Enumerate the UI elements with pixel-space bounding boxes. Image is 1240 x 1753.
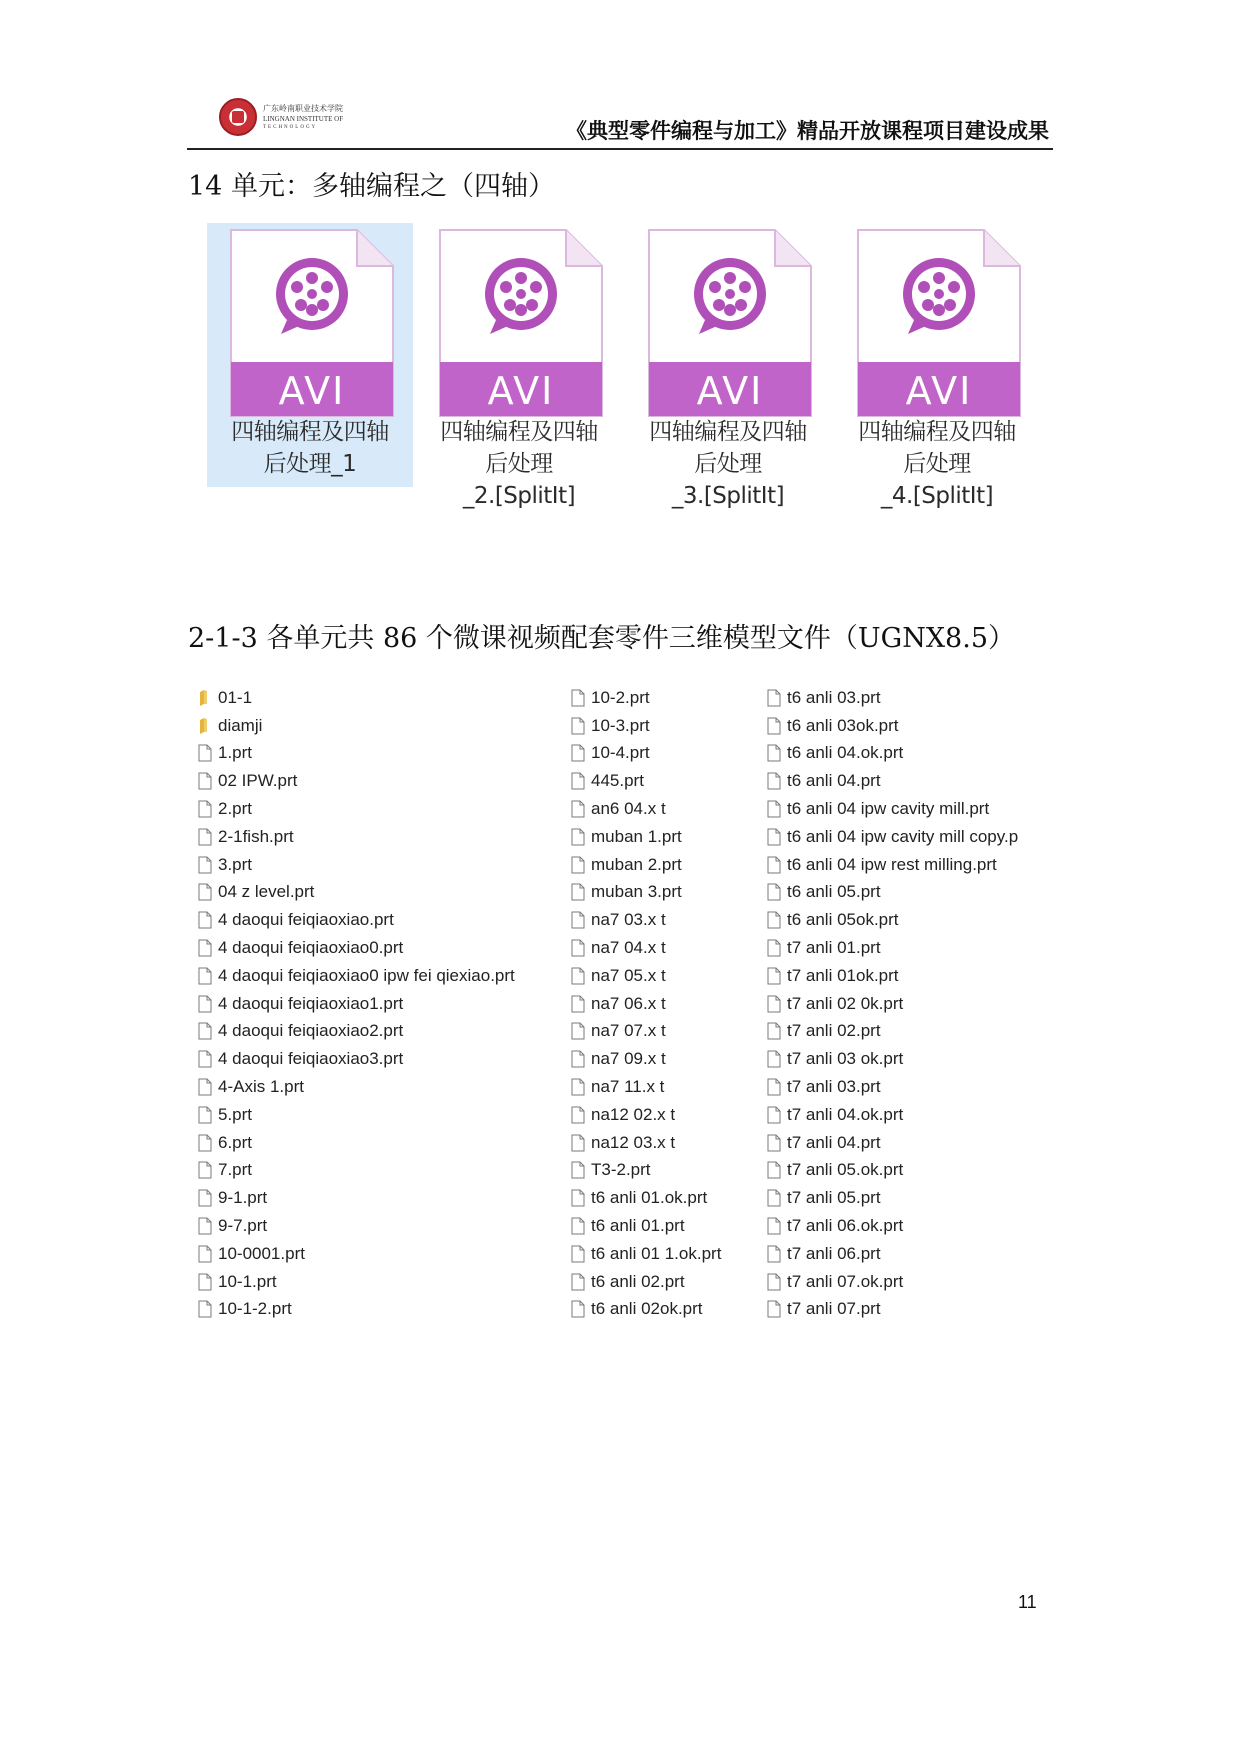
document-icon: [198, 1217, 212, 1235]
document-icon: [767, 1106, 781, 1124]
file-list-item[interactable]: [767, 934, 1018, 962]
document-icon: [198, 911, 212, 929]
file-name: 4 daoqui feiqiaoxiao.prt: [218, 910, 394, 930]
logo-english-name: LINGNAN INSTITUTE OF: [263, 114, 344, 123]
file-name: na7 07.x t: [591, 1021, 666, 1041]
file-name: 9-7.prt: [218, 1216, 268, 1236]
file-list-item[interactable]: [571, 934, 721, 962]
file-name: T3-2.prt: [591, 1160, 651, 1180]
file-name: t6 anli 01.ok.prt: [591, 1188, 708, 1208]
file-name: muban 2.prt: [591, 854, 682, 874]
file-name: 10-0001.prt: [218, 1243, 305, 1263]
file-list-item[interactable]: [767, 1296, 1018, 1324]
file-list-item[interactable]: [198, 1129, 515, 1157]
avi-type-label: AVI: [487, 369, 555, 413]
file-name: na12 03.x t: [591, 1132, 676, 1152]
document-icon: [198, 1300, 212, 1318]
file-list-item[interactable]: [198, 906, 515, 934]
file-name: diamji: [218, 715, 263, 735]
file-list-item[interactable]: [198, 851, 515, 879]
document-icon: [767, 744, 781, 762]
file-list-item[interactable]: [767, 767, 1018, 795]
file-name: 10-1.prt: [218, 1271, 277, 1291]
document-icon: [571, 1134, 585, 1152]
document-icon: [571, 995, 585, 1013]
document-icon: [571, 717, 585, 735]
avi-type-label: AVI: [696, 369, 764, 413]
file-list-item[interactable]: [198, 823, 515, 851]
document-icon: [767, 717, 781, 735]
file-list-item[interactable]: [198, 962, 515, 990]
file-list-item[interactable]: [767, 1073, 1018, 1101]
document-icon: [198, 1050, 212, 1068]
file-name: t6 anli 02ok.prt: [591, 1299, 703, 1319]
file-name: t6 anli 03ok.prt: [787, 715, 899, 735]
file-list-item[interactable]: [571, 1240, 721, 1268]
file-list-item[interactable]: [571, 879, 721, 907]
file-list-item[interactable]: [767, 962, 1018, 990]
file-list-item[interactable]: [571, 1073, 721, 1101]
document-icon: [198, 744, 212, 762]
file-list-item[interactable]: [198, 934, 515, 962]
document-icon: [767, 1273, 781, 1291]
file-list-item[interactable]: [571, 906, 721, 934]
file-list-item[interactable]: [767, 851, 1018, 879]
file-list-item[interactable]: [198, 990, 515, 1018]
file-list-item[interactable]: [198, 1073, 515, 1101]
file-name: 445.prt: [591, 771, 644, 791]
file-list-item[interactable]: [571, 1101, 721, 1129]
file-name: 4 daoqui feiqiaoxiao1.prt: [218, 993, 404, 1013]
file-name: na7 09.x t: [591, 1049, 666, 1069]
file-list-item[interactable]: [571, 1129, 721, 1157]
file-name: na7 04.x t: [591, 938, 666, 958]
file-name: na7 05.x t: [591, 965, 666, 985]
file-list-item[interactable]: [198, 740, 515, 768]
file-list-item[interactable]: [198, 1268, 515, 1296]
document-icon: [571, 828, 585, 846]
document-icon: [767, 772, 781, 790]
file-name: an6 04.x t: [591, 799, 666, 819]
file-name: t6 anli 04.ok.prt: [787, 743, 904, 763]
file-name: 04 z level.prt: [218, 882, 315, 902]
document-icon: [767, 911, 781, 929]
file-name: 4 daoqui feiqiaoxiao3.prt: [218, 1049, 404, 1069]
folder-icon: [198, 717, 212, 735]
file-name: na12 02.x t: [591, 1104, 676, 1124]
file-list-item[interactable]: [571, 684, 721, 712]
file-list-item[interactable]: [767, 1184, 1018, 1212]
document-icon: [571, 883, 585, 901]
document-icon: [198, 1245, 212, 1263]
file-list-column-1: [198, 684, 515, 1323]
file-list-item[interactable]: [198, 1018, 515, 1046]
file-name: t7 anli 03 ok.prt: [787, 1049, 904, 1069]
file-list-item[interactable]: [571, 962, 721, 990]
file-name: t6 anli 05.prt: [787, 882, 881, 902]
file-name: 1.prt: [218, 743, 253, 763]
document-icon: [198, 1022, 212, 1040]
page-number: 11: [1018, 1592, 1037, 1612]
document-icon: [767, 1161, 781, 1179]
file-name: t7 anli 02.prt: [787, 1021, 881, 1041]
file-name: 4 daoqui feiqiaoxiao0 ipw fei qiexiao.prt: [218, 965, 515, 985]
logo-chinese-name: 广东岭南职业技术学院: [263, 103, 343, 113]
document-icon: [198, 939, 212, 957]
document-icon: [571, 939, 585, 957]
document-icon: [571, 689, 585, 707]
document-icon: [571, 1300, 585, 1318]
file-list-item[interactable]: [571, 795, 721, 823]
file-list-item[interactable]: [571, 740, 721, 768]
file-name: t7 anli 01.prt: [787, 938, 881, 958]
video-file-tile[interactable]: [625, 223, 831, 509]
page-header: [187, 92, 1053, 150]
file-list-item[interactable]: [767, 740, 1018, 768]
file-name: t7 anli 04.ok.prt: [787, 1104, 904, 1124]
file-name: 10-1-2.prt: [218, 1299, 292, 1319]
file-name: t6 anli 04.prt: [787, 771, 881, 791]
file-list-column-3: [767, 684, 1018, 1323]
file-name: t7 anli 03.prt: [787, 1077, 881, 1097]
document-icon: [198, 967, 212, 985]
file-name: 01-1: [218, 687, 253, 707]
document-icon: [198, 995, 212, 1013]
header-title: 《典型零件编程与加工》精品开放课程项目建设成果: [566, 119, 1049, 143]
file-name: t7 anli 07.ok.prt: [787, 1271, 904, 1291]
avi-file-icon: [856, 228, 1022, 418]
document-icon: [198, 883, 212, 901]
file-list-item[interactable]: [767, 684, 1018, 712]
file-name: 6.prt: [218, 1132, 253, 1152]
file-name: 02 IPW.prt: [218, 771, 298, 791]
file-name: t7 anli 02 0k.prt: [787, 993, 904, 1013]
institution-seal-icon: [219, 98, 257, 136]
document-icon: [198, 772, 212, 790]
file-name: 9-1.prt: [218, 1188, 268, 1208]
file-list-item[interactable]: [198, 1101, 515, 1129]
document-icon: [767, 689, 781, 707]
folder-icon: [198, 689, 212, 707]
avi-type-label: AVI: [905, 369, 973, 413]
document-icon: [571, 1245, 585, 1263]
institution-logo: [219, 98, 343, 136]
file-list-item[interactable]: [198, 879, 515, 907]
file-name: 7.prt: [218, 1160, 253, 1180]
file-list-item[interactable]: [767, 1101, 1018, 1129]
file-name: 4 daoqui feiqiaoxiao0.prt: [218, 938, 404, 958]
document-icon: [198, 1161, 212, 1179]
file-list-item[interactable]: [767, 879, 1018, 907]
document-icon: [571, 1022, 585, 1040]
file-list-item[interactable]: [571, 1296, 721, 1324]
file-list-item[interactable]: [198, 1296, 515, 1324]
document-icon: [571, 800, 585, 818]
file-list-item[interactable]: [767, 1157, 1018, 1185]
file-name: t7 anli 05.ok.prt: [787, 1160, 904, 1180]
file-list-item[interactable]: [571, 767, 721, 795]
file-list-item[interactable]: [571, 823, 721, 851]
video-file-name: 四轴编程及四轴 后处理 _3.[SplitIt]: [649, 419, 807, 509]
avi-file-icon: [229, 228, 395, 418]
file-name: 10-3.prt: [591, 715, 650, 735]
file-name: 10-2.prt: [591, 687, 650, 707]
video-file-name: 四轴编程及四轴 后处理 _2.[SplitIt]: [440, 419, 598, 509]
file-name: t6 anli 05ok.prt: [787, 910, 899, 930]
file-name: t6 anli 04 ipw cavity mill copy.p: [787, 826, 1019, 846]
avi-file-icon: [438, 228, 604, 418]
document-icon: [198, 828, 212, 846]
document-icon: [198, 1189, 212, 1207]
section-title-unit-14: 14 单元：多轴编程之（四轴）: [188, 171, 555, 202]
file-name: na7 03.x t: [591, 910, 666, 930]
document-icon: [571, 1161, 585, 1179]
document-icon: [767, 1217, 781, 1235]
file-list-item[interactable]: [571, 1157, 721, 1185]
video-file-tile[interactable]: [834, 223, 1040, 509]
file-name: t6 anli 01 1.ok.prt: [591, 1243, 722, 1263]
file-name: t7 anli 06.ok.prt: [787, 1216, 904, 1236]
file-list-item[interactable]: [198, 767, 515, 795]
file-list-item[interactable]: [767, 712, 1018, 740]
document-icon: [198, 1134, 212, 1152]
folder-list-item[interactable]: [198, 712, 515, 740]
document-icon: [198, 1273, 212, 1291]
video-file-tile[interactable]: [416, 223, 622, 509]
folder-list-item[interactable]: [198, 684, 515, 712]
file-list-item[interactable]: [198, 1212, 515, 1240]
file-name: 10-4.prt: [591, 743, 650, 763]
file-name: 2.prt: [218, 799, 253, 819]
document-icon: [571, 1273, 585, 1291]
file-name: 2-1fish.prt: [218, 826, 294, 846]
file-list-item[interactable]: [571, 1184, 721, 1212]
file-list-item[interactable]: [198, 1157, 515, 1185]
file-list-item[interactable]: [198, 1240, 515, 1268]
file-name: na7 06.x t: [591, 993, 666, 1013]
file-list-item[interactable]: [767, 1268, 1018, 1296]
file-list-column-2: [571, 684, 721, 1323]
file-name: t7 anli 05.prt: [787, 1188, 881, 1208]
file-list-item[interactable]: [767, 1129, 1018, 1157]
file-list-item[interactable]: [198, 1045, 515, 1073]
file-list-item[interactable]: [767, 1018, 1018, 1046]
file-name: 4 daoqui feiqiaoxiao2.prt: [218, 1021, 404, 1041]
file-name: t6 anli 03.prt: [787, 687, 881, 707]
file-name: muban 1.prt: [591, 826, 682, 846]
file-list-item[interactable]: [571, 1212, 721, 1240]
document-icon: [571, 856, 585, 874]
file-name: 5.prt: [218, 1104, 253, 1124]
file-list-item[interactable]: [571, 712, 721, 740]
video-file-tile[interactable]: [207, 223, 413, 487]
file-list-item[interactable]: [571, 990, 721, 1018]
document-icon: [571, 744, 585, 762]
document-icon: [571, 772, 585, 790]
document-icon: [767, 1245, 781, 1263]
file-name: t6 anli 04 ipw cavity mill.prt: [787, 799, 990, 819]
document-icon: [198, 856, 212, 874]
file-list-item[interactable]: [571, 1268, 721, 1296]
file-name: t6 anli 04 ipw rest milling.prt: [787, 854, 997, 874]
document-icon: [198, 1106, 212, 1124]
document-icon: [571, 1106, 585, 1124]
document-icon: [767, 856, 781, 874]
document-icon: [767, 800, 781, 818]
file-list-item[interactable]: [767, 1240, 1018, 1268]
file-list-item[interactable]: [767, 795, 1018, 823]
document-icon: [767, 1022, 781, 1040]
document-icon: [767, 1134, 781, 1152]
document-icon: [198, 1078, 212, 1096]
section-title-model-files: 2-1-3 各单元共 86 个微课视频配套零件三维模型文件（UGNX8.5）: [188, 623, 1015, 654]
document-icon: [767, 828, 781, 846]
file-name: t7 anli 07.prt: [787, 1299, 881, 1319]
document-icon: [767, 995, 781, 1013]
file-name: muban 3.prt: [591, 882, 682, 902]
document-icon: [767, 1078, 781, 1096]
avi-type-label: AVI: [278, 369, 346, 413]
file-name: 4-Axis 1.prt: [218, 1077, 304, 1097]
document-icon: [767, 967, 781, 985]
logo-english-subname: TECHNOLOGY: [263, 124, 318, 130]
file-list-item[interactable]: [767, 1212, 1018, 1240]
file-name: t6 anli 02.prt: [591, 1271, 685, 1291]
file-list-item[interactable]: [198, 1184, 515, 1212]
file-name: t7 anli 01ok.prt: [787, 965, 899, 985]
video-file-name: 四轴编程及四轴 后处理 _4.[SplitIt]: [858, 419, 1016, 509]
file-list-item[interactable]: [571, 851, 721, 879]
document-icon: [571, 1078, 585, 1096]
document-icon: [571, 911, 585, 929]
document-icon: [198, 800, 212, 818]
file-list-item[interactable]: [767, 823, 1018, 851]
document-icon: [767, 883, 781, 901]
file-list-item[interactable]: [198, 795, 515, 823]
document-icon: [767, 1300, 781, 1318]
document-icon: [571, 1050, 585, 1068]
document-icon: [571, 1217, 585, 1235]
document-icon: [767, 1189, 781, 1207]
document-icon: [571, 967, 585, 985]
file-name: t6 anli 01.prt: [591, 1216, 685, 1236]
file-name: t7 anli 04.prt: [787, 1132, 881, 1152]
file-list-item[interactable]: [767, 1045, 1018, 1073]
document-icon: [767, 1050, 781, 1068]
file-list-item[interactable]: [767, 906, 1018, 934]
file-name: na7 11.x t: [591, 1077, 665, 1097]
video-file-name: 四轴编程及四轴 后处理_1: [231, 419, 389, 477]
document-icon: [571, 1189, 585, 1207]
document-icon: [767, 939, 781, 957]
avi-file-icon: [647, 228, 813, 418]
file-name: t7 anli 06.prt: [787, 1243, 881, 1263]
video-file-grid: [207, 223, 1037, 523]
file-list-item[interactable]: [571, 1018, 721, 1046]
file-list-item[interactable]: [767, 990, 1018, 1018]
file-name: 3.prt: [218, 854, 253, 874]
file-list-item[interactable]: [571, 1045, 721, 1073]
